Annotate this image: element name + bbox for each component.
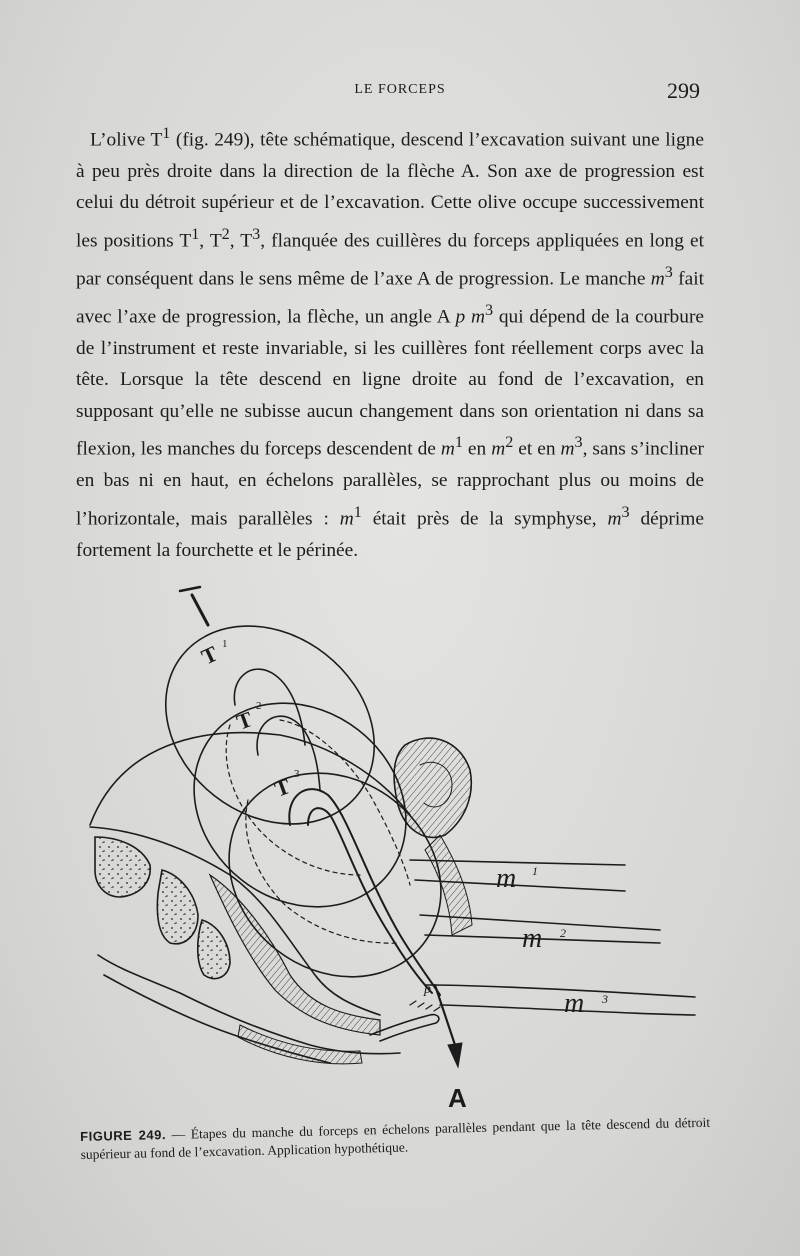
superscript: 1 [353, 503, 362, 521]
italic-letter: m [607, 508, 622, 530]
blade-t2 [257, 716, 320, 790]
label-m3-sup: 3 [602, 992, 608, 1006]
anus-marks [410, 1001, 440, 1011]
label-t1-sup: 1 [222, 638, 228, 650]
running-title: LE FORCEPS [354, 82, 446, 97]
axis-arrow-tail [192, 595, 208, 625]
label-m3: m [564, 988, 585, 1019]
sacrum-bone [95, 837, 150, 897]
superscript: 3 [574, 434, 583, 452]
coccyx-bone [198, 920, 230, 979]
axis-arrow-tail-cap [180, 587, 200, 591]
label-t2: T [233, 706, 256, 735]
text-segment: était près de la symphyse, [361, 508, 608, 530]
superscript: 3 [484, 301, 494, 319]
page-number: 299 [667, 78, 700, 103]
superscript: 1 [454, 434, 463, 452]
superscript: 2 [505, 434, 514, 452]
superscript: 2 [221, 225, 230, 243]
label-p: p [424, 982, 431, 997]
italic-letter: p m [455, 306, 485, 328]
italic-letter: m [491, 438, 506, 460]
text-segment: L’olive T [90, 129, 163, 151]
caption-dash: — [165, 1126, 191, 1143]
text-segment: (fig. 249), tête schématique, descend l’excavation suivant une ligne à peu près droite dans la direction de la flèche A. Son axe de progression est celui du détroit supérieur et de l’excavation. Cette olive occupe successivement les positions T [76, 129, 704, 252]
forceps-diagram [80, 575, 720, 1115]
text-segment: qui dépend de la courbure de l’instrument et reste invariable, si les cuillères font réellement corps avec la tête. Lorsque la tête descend en ligne droite au fond de l’excavation, en supposant qu’elle ne subisse aucun changement dans son orientation ni dans sa flexion, les manches du forceps descendent de [76, 306, 705, 460]
rectum-wall [238, 1025, 362, 1064]
superscript: 1 [191, 225, 200, 243]
label-m1-sup: 1 [532, 864, 538, 878]
paragraph [76, 118, 704, 566]
figure-249 [80, 575, 720, 1115]
text-segment: , T [199, 230, 222, 252]
italic-letter: m [650, 268, 665, 290]
italic-letter: m [560, 438, 575, 460]
text-segment: et en [513, 438, 561, 460]
running-head [0, 80, 800, 104]
text-segment: , T [229, 230, 253, 252]
text-segment: , sans s’incliner en bas ni en haut, en échelons parallèles, se rapprochant plus ou moins de l’horizontale, mais parallèles : [76, 438, 705, 530]
superscript: 3 [664, 263, 673, 281]
pelvis-contour [90, 733, 410, 825]
head-t1 [126, 585, 413, 865]
axis-arrow-a [435, 985, 455, 1045]
label-t1: T [197, 640, 222, 670]
label-m1: m [496, 863, 517, 894]
superscript: 1 [162, 125, 171, 142]
handle-m3 [425, 985, 695, 1015]
sacral-vertebra [157, 870, 198, 944]
label-m2: m [522, 923, 543, 954]
caption-label: FIGURE 249. [80, 1127, 167, 1144]
superscript: 3 [252, 225, 261, 243]
superscript: 3 [621, 503, 630, 521]
label-m2-sup: 2 [560, 926, 566, 940]
label-t3: T [271, 773, 294, 802]
figure-caption [80, 1114, 711, 1164]
text-segment: déprime fortement la fourchette et le périnée. [76, 508, 704, 561]
caption-text: Étapes du manche du forceps en échelons parallèles pendant que la tête descend du détroit supérieur au fond de l’excavation. Application hypothétique. [80, 1114, 711, 1162]
label-a: A [448, 1083, 467, 1113]
label-t2-sup: 2 [256, 700, 262, 712]
italic-letter: m [440, 438, 455, 460]
body-text [76, 118, 704, 566]
italic-letter: m [339, 508, 354, 530]
text-segment: , flanquée des cuillères du forceps appliquées en long et par conséquent dans le sens même de l’axe A de progression. Le manche [76, 230, 704, 290]
label-t3-sup: 3 [294, 768, 300, 780]
text-segment: en [462, 438, 492, 460]
axis-arrow-head [448, 1043, 462, 1067]
text-segment: fait avec l’axe de progression, la flèche, un angle A [76, 268, 705, 328]
forceps-blade-t3-inner [308, 808, 432, 993]
